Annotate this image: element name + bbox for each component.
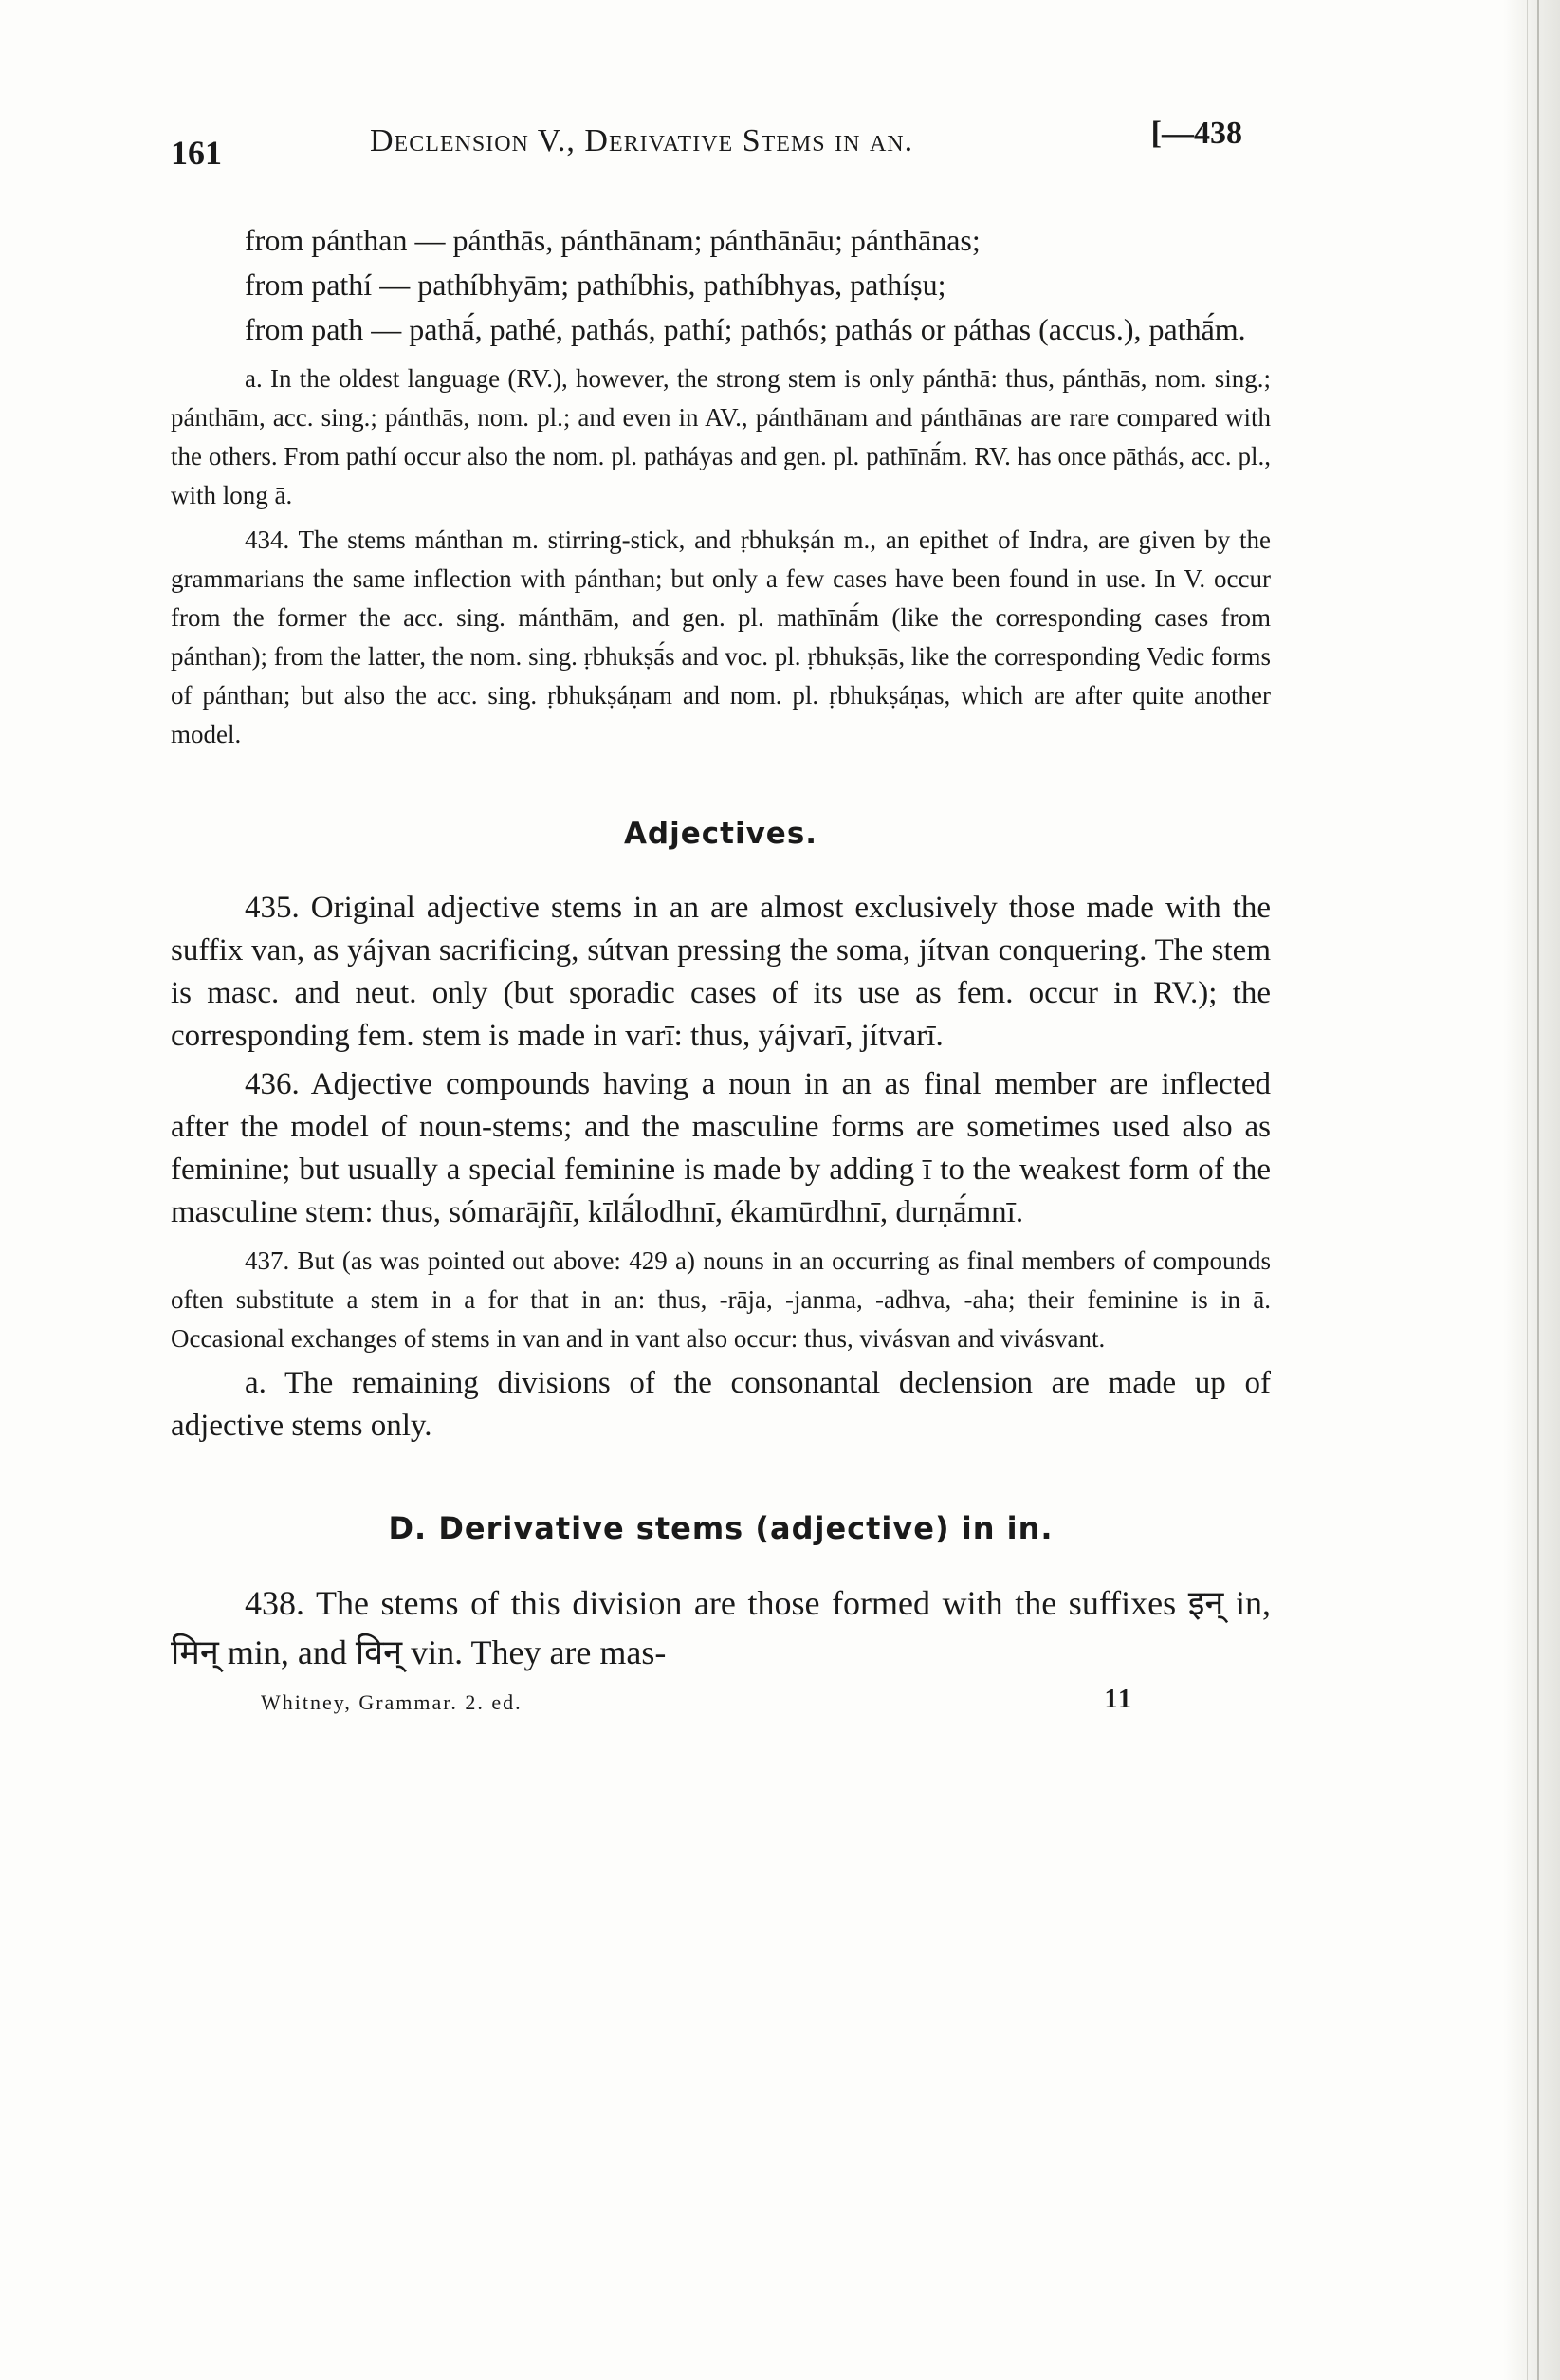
paragraph-436: 436. Adjective compounds having a noun in an as final member are inflected after the model of noun-stems; and the masculine forms are sometimes used also as feminine; but usually a special feminine is made by adding ī to the weakest form of the masculine stem: thus, sómarājñī, kīlā́lodhnī, ékamūrdhnī, durṇā́mnī. [171,1067,1271,1229]
page-body [171,112,1271,1723]
page-number: 161 [171,134,222,172]
paragraph-note-a-remaining-divisions: a. The remaining divisions of the consonantal declension are made up of adjective stems only. [171,1366,1271,1443]
paragraph-434: 434. The stems mánthan m. stirring-stick, and ṛbhukṣán m., an epithet of Indra, are given by the grammarians the same inflection with pánthan; but only a few cases have been found in use. In V. occur from the former the acc. sing. mánthām, and gen. pl. mathīnā́m (like the corresponding cases from pánthan); from the latter, the nom. sing. ṛbhukṣā́s and voc. pl. ṛbhukṣās, like the corresponding Vedic forms of pánthan; but also the acc. sing. ṛbhukṣáṇam and nom. pl. ṛbhukṣáṇas, which are after quite another model. [171,526,1271,748]
running-title: Declension V., Derivative Stems in an. [370,123,914,158]
page-edge-shadow [1503,0,1560,2380]
paragraph-path-forms: from path — pathā́, pathé, pathás, pathí; pathós; pathás or páthas (accus.), pathā́m. [245,312,1246,346]
section-reference: [—438 [1150,116,1242,151]
paragraph-435: 435. Original adjective stems in an are almost exclusively those made with the suffix van, as yájvan sacrificing, sútvan pressing the soma, jítvan conquering. The stem is masc. and neut. only (but sporadic cases of its use as fem. occur in RV.); the corresponding fem. stem is made in varī: thus, yájvarī, jítvarī. [171,891,1271,1053]
section-heading-derivative-stems-in: D. Derivative stems (adjective) in in. [388,1510,1054,1546]
paragraph-pathi-forms: from pathí — pathíbhyām; pathíbhis, pathíbhyas, pathíṣu; [245,268,946,302]
printer-signature: Whitney, Grammar. 2. ed. [261,1690,523,1714]
paragraph-437: 437. But (as was pointed out above: 429 a) nouns in an occurring as final members of compounds often substitute a stem in a for that in an: thus, -rāja, -janma, -adhva, -aha; their feminine is in ā. Occasional exchanges of stems in van and in vant also occur: thus, vivásvan and vivásvant. [171,1246,1271,1353]
signature-number: 11 [1104,1685,1133,1714]
paragraph-panthan-forms: from pánthan — pánthās, pánthānam; pánthānāu; pánthānas; [245,223,981,257]
section-heading-adjectives: Adjectives. [623,817,818,851]
page-edge-line [1527,0,1528,2380]
page-edge-line [1537,0,1539,2380]
running-header [171,112,1271,172]
paragraph-438: 438. The stems of this division are those formed with the suffixes इन् in, मिन् min, and विन् vin. They are mas- [171,1584,1271,1671]
paragraph-note-a-oldest-language: a. In the oldest language (RV.), however, the strong stem is only pánthā: thus, pánthās, nom. sing.; pánthām, acc. sing.; pánthās, nom. pl.; and even in AV., pánthānam and pánthānas are rare compared with the others. From pathí occur also the nom. pl. patháyas and gen. pl. pathīnā́m. RV. has once pāthás, acc. pl., with long ā. [171,364,1271,509]
signature-footer [171,1685,1271,1723]
